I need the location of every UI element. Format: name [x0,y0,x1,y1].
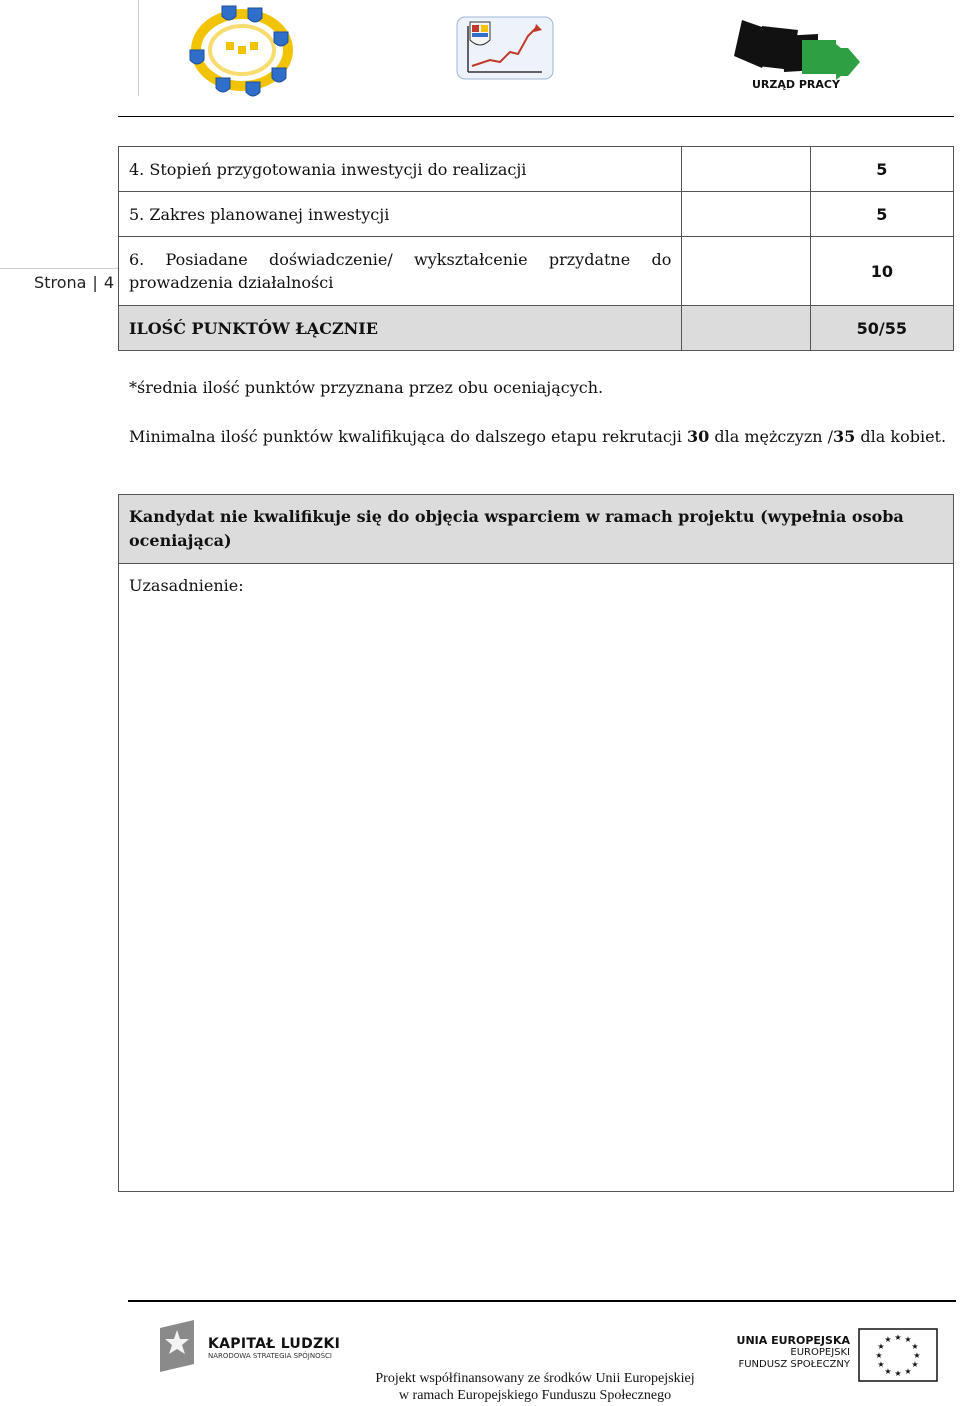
total-value: 50/55 [810,306,953,351]
min-points-suffix: dla kobiet. [860,427,947,446]
kapital-ludzki-logo-icon [156,1318,200,1374]
city-growth-chart-logo-icon [456,16,554,80]
svg-text:★: ★ [911,1360,919,1369]
justification-field[interactable] [118,563,954,1192]
kapital-ludzki-text [208,1336,340,1360]
cofinancing-line-2: w ramach Europejskiego Funduszu Społecznego [398,1388,672,1403]
svg-text:★: ★ [913,1351,921,1360]
svg-text:★: ★ [884,1335,892,1344]
svg-text:★: ★ [904,1367,912,1376]
eu-line-2: EUROPEJSKI [790,1347,850,1358]
criterion-max: 5 [810,192,953,237]
criterion-score-cell [682,147,810,192]
page-label [0,268,118,292]
total-label: ILOŚĆ PUNKTÓW ŁĄCZNIE [119,306,682,351]
criterion-score-cell [682,237,810,306]
criterion-label: 4. Stopień przygotowania inwestycji do realizacji [119,147,682,192]
svg-text:★: ★ [875,1351,883,1360]
table-row [119,147,954,192]
criterion-max: 5 [810,147,953,192]
kapital-ludzki-subtitle: NARODOWA STRATEGIA SPÓJNOŚCI [208,1352,332,1360]
page-number: 4 [103,273,114,292]
kapital-ludzki-title: KAPITAŁ LUDZKI [208,1336,341,1352]
svg-text:★: ★ [877,1342,885,1351]
svg-text:★: ★ [884,1367,892,1376]
criterion-label: 6. Posiadane doświadczenie/ wykształcenie przydatne do prowadzenia działalności [119,237,682,306]
min-points-mid: dla mężczyzn / [714,427,834,446]
gmina-ring-logo-icon [186,2,298,98]
svg-text:★: ★ [877,1360,885,1369]
total-score-cell [682,306,810,351]
total-row [119,306,954,351]
header-separator [118,116,954,117]
table-row [119,192,954,237]
svg-text:★: ★ [904,1335,912,1344]
table-row [119,237,954,306]
eu-line-3: FUNDUSZ SPOŁECZNY [738,1359,850,1370]
footer-separator [128,1300,956,1302]
criterion-label: 5. Zakres planowanej inwestycji [119,192,682,237]
eu-flag-icon [858,1328,938,1382]
svg-text:★: ★ [894,1333,902,1342]
criteria-table [118,146,954,351]
page-label-divider: | [92,273,98,292]
min-points-women: 35 [833,427,856,446]
cofinancing-note [330,1370,740,1404]
criterion-score-cell [682,192,810,237]
min-points-prefix: Minimalna ilość punktów kwalifikująca do dalszego etapu rekrutacji [129,427,682,446]
minimum-points-paragraph [129,425,951,449]
min-points-men: 30 [686,427,710,446]
header-divider-line [138,0,139,96]
disqualify-heading: Kandydat nie kwalifikuje się do objęcia wsparciem w ramach projektu (wypełnia osoba oceniająca) [118,494,954,564]
page-label-text: Strona [34,273,87,292]
eu-line-1: UNIA EUROPEJSKA [736,1334,850,1347]
eu-fund-text [700,1335,850,1371]
cofinancing-line-1: Projekt współfinansowany ze środków Unii Europejskiej [375,1371,695,1386]
svg-text:★: ★ [894,1369,902,1378]
average-note: *średnia ilość punktów przyznana przez obu oceniających. [129,378,604,397]
justification-label: Uzasadnienie: [129,576,244,595]
svg-text:★: ★ [911,1342,919,1351]
criterion-max: 10 [810,237,953,306]
urzad-pracy-label: URZĄD PRACY [752,78,840,91]
